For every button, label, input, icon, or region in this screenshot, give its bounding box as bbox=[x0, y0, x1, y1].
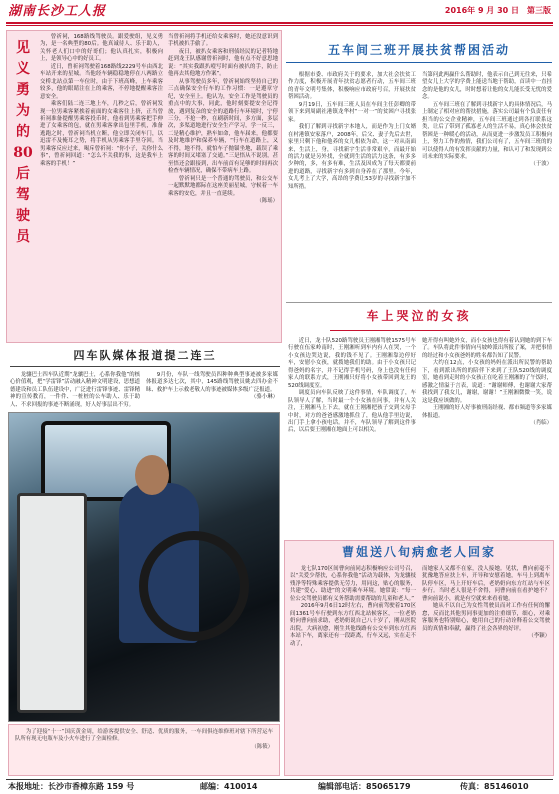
paragraph: 曾祈祠只是一个普通的驾驶员，和公交车一起默默地都际在这座美丽星城，守候着一车乘客的安危，并且一直延续。 bbox=[168, 175, 278, 197]
header-rule-thin bbox=[6, 25, 553, 26]
paragraph: 她开得有叫她外女，而小女孩也得有着认到她的到下车了。车队将此件事情向马坡岭派出所报了案，并把事情的经过和小女孩爸妈的姓名都告知了民警。 bbox=[422, 338, 552, 359]
photo-credit: （陈筱） bbox=[251, 743, 273, 750]
steering-wheel bbox=[139, 531, 249, 641]
article-d-credit: （肖临） bbox=[530, 419, 552, 426]
footer-postcode: 邮编：410014 bbox=[200, 782, 258, 791]
bus-driver-photo bbox=[8, 412, 280, 722]
driver-head bbox=[135, 455, 169, 495]
article-c-column-1 bbox=[288, 72, 416, 191]
article-c-title: 五车间三班开展扶贫帮困活动 bbox=[327, 43, 510, 57]
article-e-column-2 bbox=[422, 566, 550, 641]
photo-caption: 为了迎接“十一”国庆黄金周，给游客提供安全、舒适、优质的服务，一车间俱连维修班对辖下所营运车队所有现无电瓶车及小火车进行了全面检修。 bbox=[15, 729, 273, 743]
paragraph: 王刚湘的好人好事被刑南经视、都市频道等多家媒体报道。 bbox=[422, 405, 552, 419]
section-separator bbox=[286, 302, 552, 303]
article-a-credit: （陈瑶） bbox=[256, 197, 278, 204]
paragraph: 而她家人又都不在家，没人接她。见状，曹向前毫不犹豫地答应扶上车，开导和安慰着她，车马上到离车队停车区，马上开好车后，老奶奶向东方红站与车区步行。当时老人很是不舍得，问曹向前在看护她不？曹向前说小，就是有空就来来看看她。 bbox=[422, 566, 550, 602]
article-b-column-1 bbox=[10, 372, 140, 409]
article-e-credit: （李颖） bbox=[528, 633, 550, 640]
paragraph: 龙骧巴士四车队近期“龙骧巴士，心系你我他”的核心价值观，把“学雷锋”活动融入精神文明建设，思想道德建设和员工队伍建设中，广泛进行雷锋事迹、雷锋精神的宣传教育，一件件、一桩桩的公车助人、乐于助人、不求回报的事迹不断涌现，好人好事层出不穷。 bbox=[10, 372, 140, 408]
article-d-column-1 bbox=[288, 338, 416, 435]
newspaper-logo: 湖南长沙工人报 bbox=[8, 4, 107, 19]
footer-phone: 编辑部电话：85065179 bbox=[318, 782, 411, 791]
article-d-rule bbox=[330, 330, 510, 331]
article-a-column-1 bbox=[40, 34, 163, 168]
paragraph: 我们了解到寻找新宇本地人，而是作为上门女婿在村港镇安家落户，2008年，后父、妻子先后去世，家里只剩下他和他养的女儿相依为命，这一对从南面来，生活上，身，寻找新宇生活非常艰辛，而最开始的活力就是另外找，全就到生活的活力这条，有多多少种的，多，有多有难，生活及因成为了每天都要前进的道路，寻找新宇有多到自身养在了那里。今年，女儿考上了大学，高昂的学费让53岁的寻找新宇加不知所措。 bbox=[288, 124, 416, 190]
photo-caption-box bbox=[8, 724, 280, 776]
paragraph: 近日，曾祈祠驾驶着168路线2229号车由西北车站开来的星城。当他经车辆稳稳地停在八两路立交桥北站点第一车位时，由于下班高峰，上车乘客较多，他的眼睛注在上的乘客，不停地提醒乘客注意安全。 bbox=[40, 63, 163, 100]
paragraph: 龙七队170区间曹向前同志积极响应公司号召，以“关爱少帮扶，心系你我他”活动为载体，为龙骧枝残净等特殊乘客提供无劳力，用同这，贴心的服务，共建“爱心、助进”的文明乘车环境。她常说：“每一位公交驾驶员都有义务帮助需要帮助的儿童和老人。” bbox=[290, 566, 416, 602]
article-a-column-2 bbox=[168, 34, 278, 205]
article-c-rule bbox=[286, 62, 552, 63]
issue-date: 2016年 9 月 30 日 第三版 bbox=[444, 6, 551, 15]
header-rule bbox=[6, 22, 553, 24]
paragraph: 9月份，车队一线驾驶员四种种典型事迹被多家媒体报道多达七次，其中，145路线驾驶员姚去四办金不昧、救护车上示救老敬人的事迹被媒体多级广泛报道。 bbox=[146, 372, 278, 393]
footer-rule bbox=[6, 779, 553, 780]
article-b-column-2 bbox=[146, 372, 278, 402]
paragraph: 五车间三班在了解到寻找新宇人的具体情况后，马上制定了相对应的帮扶措施，落实公司最有个负责任有担当的公交企业精神，五车间三班通过到各打联系这类，让后了带到了孤寡老人的生活不易，真心体会扶贫帮困是一种暖心的活动，从而更进一步激发员工积极向上，努力工作的热情，我们公司有了，五车间三班的的可以使得人的有发挥贡献的力量，和认可了和发现到公司未来的实际要求。 bbox=[422, 101, 552, 160]
article-d-column-2 bbox=[422, 338, 552, 427]
paragraph: 2016年9月6日12时左右，曹向前驾驶着170区间1361号车行驶到东方红西北站候客区，一位老奶奶向曹向前求助，老奶奶说自己八十岁了，刚从医院出院，大病初愈，刚生其他线路有公交车到东方红西本站下车，离家还有一段距离，行车又远，实在走不动了， bbox=[290, 603, 416, 647]
article-b-credit: （骆小琳） bbox=[251, 394, 278, 401]
paragraph: 乘客们陆二连三地上车，几秒之后，曾祈祠发现一位男乘客紧挨着前面的女乘客往上挤，正当曾祈祠准备提醒男乘客投币时，他看到男乘客把手伸进了女乘客的包，就在男乘客拿出包里手机，准备逃跑之时，曾祈祠当机立断，他立即关闭车门，以迅雷不及掩耳之势，将手机从男乘客手里夺回。当男乘客反应过来，喝斥曾祈祠：“你小子，关你什么事”，曾祈祠回道：“怎么不关我的事，这是我车上乘客的手机！” bbox=[40, 101, 163, 167]
article-d-title: 车上哭泣的女孩 bbox=[366, 309, 472, 323]
footer-fax: 传真：85146010 bbox=[460, 782, 529, 791]
paragraph: 曾祈祠，168路线驾驶员。跟爱驶组，见义勇为，是一名典型的80后。他真诚待人、乐于助人，关怀老人们口中的好哥们；他认真扎实，积极向上，是领导心中的好员工。 bbox=[40, 34, 163, 63]
article-c-column-2 bbox=[422, 72, 552, 169]
article-a-title: 见义勇为的80后驾驶员 bbox=[13, 40, 33, 245]
paragraph: 当曾祈祠将手机还给女乘客时，她还没意识到手机被扒手偷了。 bbox=[168, 34, 278, 48]
article-b-title: 四车队媒体报道提二连三 bbox=[73, 349, 217, 362]
paragraph: 根据市委、市政府关于的要求，加大社会扶贫工作力度，积极开展青年扶贫志愿者行动，五车间三班的青年文明号集体，积极响应市政府号召，开展扶贫帮困活动。 bbox=[288, 72, 416, 101]
paragraph: 大约在12点，小女孩的妈妈在派出所民警的帮助下，看到派出所的的陪伴下来到了王队520线的调度室，她看到走时的小女孩正在吃着王刚湘的了午饭时，感激之情溢于言表，说道：“谢谢师傅，也谢谢大家帮我找到了我女儿，谢谢，谢谢！”王刚湘微微一笑，说这是我应该做的。 bbox=[422, 360, 552, 404]
paragraph: 调度员向车队反映了这件事情，车队调度了，车队领导人了解，当时最一个小女孩在问事，并有人关注，王刚湘马上下去，就在王刚湘把孩子交到父母手中时，对方的爸爸感激地抓住了，他从他手里边说，出门手上拿小孩电话。并不，车队领导了解到这件事后，以后要王刚湘在地面上可以相关。 bbox=[288, 390, 416, 434]
paragraph: 9月19日，五车间三班人员在车间主任彭卿的带领下来到周副社港镇龙华村“一对一”的贫困户寻找张家。 bbox=[288, 101, 416, 123]
footer-address: 本报地址：长沙市香樟东路 159 号 bbox=[8, 782, 135, 791]
paragraph: 当第问此两赢什么帮助时，他表示自己到无往来，只希望女儿上大学的学费上能送当地于帮助，首读中一直挂念的是他的女儿，时时想着让他的女儿能长受无忧的爱念。 bbox=[422, 72, 552, 101]
paragraph: 近日，龙十队520路驾驶员王刚湘驾驶1575号车行驶在伍家岭南时，王刚湘听到车内有人在哭，一个小女孩边哭边说，我的钱不见了。王刚湘靠边停好车，安慰小女孩，就拨她我们的助。由于小女孩只记得爸妈的名字，并不记得手机号码，身上也没有任何家人的联系方式，王刚湘只好将小女孩带回到龙王的520线调度室。 bbox=[288, 338, 416, 389]
paragraph: 夜日，被扒女乘客和刑侦经民的记者特地赶到龙王队感谢曾祈祠时，他有点不好意思地说：“其实我跟扒噎写时面有被扒的手，防止他再去其他地方作案”。 bbox=[168, 48, 278, 78]
bus-door bbox=[17, 493, 87, 713]
paragraph: 她从不以自己为女性驾驶员而对工作有任何的懈怠，反而比其他男同事更加的注重细节，细心，对乘客服务也特别贴心，她用自己的行动诠释着公交驾驶员的真情和奉献，赢得了社会各界的好评。 bbox=[422, 603, 550, 632]
article-e-title: 曹姐送八旬病愈老人回家 bbox=[341, 545, 496, 559]
article-e-column-1 bbox=[290, 566, 416, 648]
paragraph: 从事驾驶员多年，曾祈祠始终坚持自己的三点确保安全行车的工作习惯：一是遵章守纪，安全至上。他认为，安全工作是驾驶员的重点中的大事，同此，他时刻要提安全记得放，遇到复杂的安全的道路行车环境时，宁停三分，不抢一秒，在刷新时间，多方面，多层次，多渠道地进行安全生产学习，学一反三，二是精心维护，熟车如命，他车届来，他都要及时地维护和保养车辆，“行车在道路上，又不得，地不得，就怕车子抛锚坐地，载误了乘客的时间又堵塞了交通。”三是悟从不说别，甚至悟还会跟接到，出车前首有足够的时间再次检查车辆情况，确保不带病车上路。 bbox=[168, 78, 278, 175]
article-b-rule bbox=[10, 366, 280, 367]
article-c-credit: （于波） bbox=[530, 161, 552, 168]
